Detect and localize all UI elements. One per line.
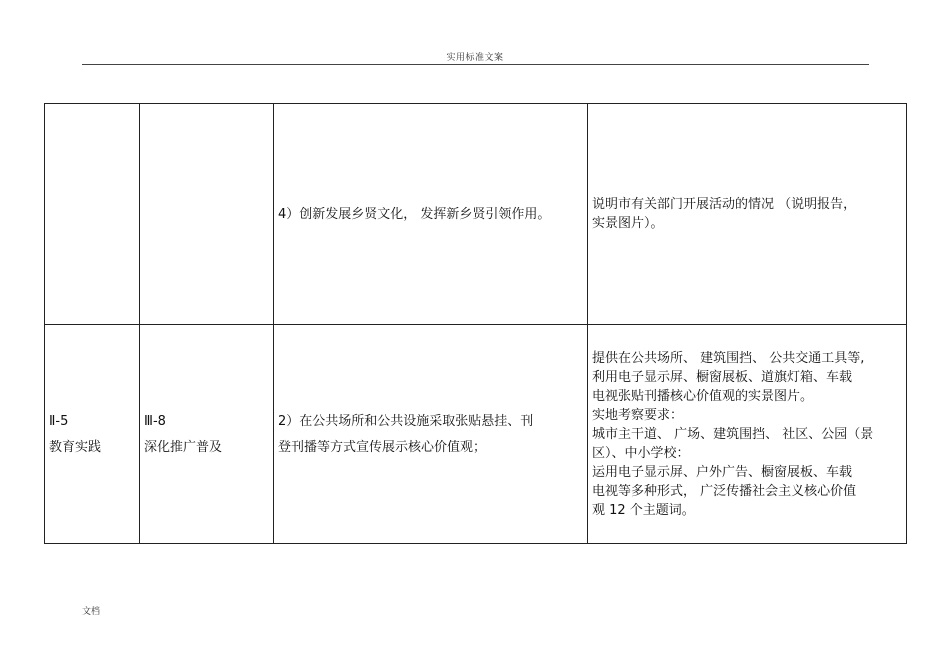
table-cell-evidence [588, 104, 907, 325]
table-cell-subcategory [140, 325, 274, 544]
header-divider [82, 64, 869, 65]
evidence-line: 运用电子显示屏、户外广告、橱窗展板、车载 [592, 464, 853, 480]
evidence-line: 利用电子显示屏、橱窗展板、道旗灯箱、车载 [592, 369, 853, 385]
requirement-line: 2）在公共场所和公共设施采取张贴悬挂、刊 [278, 413, 534, 429]
evidence-line: 实景图片）。 [592, 216, 664, 231]
requirement-line: 登刊播等方式宣传展示核心价值观； [278, 439, 487, 455]
subcategory-label: 深化推广普及 [144, 439, 223, 455]
table-cell-subcategory [140, 104, 274, 325]
evidence-line: 城市主干道、 广场、建筑围挡、 社区、公园（景 [592, 426, 874, 442]
evidence-line: 说明市有关部门开展活动的情况 （说明报告， [592, 197, 857, 212]
evidence-line: 电视等多种形式， 广泛传播社会主义核心价值 [592, 483, 857, 499]
page-footer-label: 文档 [82, 607, 101, 617]
evidence-line: 提供在公共场所、 建筑围挡、 公共交通工具等, [592, 350, 865, 366]
category-label: 教育实践 [49, 439, 102, 455]
evidence-line: 观 12 个主题词。 [592, 502, 695, 518]
table-cell-evidence [588, 325, 907, 544]
subcategory-code: Ⅲ-8 [144, 413, 166, 429]
category-code: Ⅱ-5 [49, 413, 69, 429]
table-cell-requirement: 4）创新发展乡贤文化， 发挥新乡贤引领作用。 [274, 104, 588, 325]
table-row [45, 104, 907, 325]
table-cell-category [45, 104, 140, 325]
table-row [45, 325, 907, 544]
content-table [44, 103, 907, 544]
evidence-line: 区）、中小学校： [592, 445, 690, 461]
evidence-line: 实地考察要求： [592, 407, 684, 423]
table-cell-category [45, 325, 140, 544]
table-cell-requirement [274, 325, 588, 544]
page-header-title: 实用标准文案 [446, 53, 504, 63]
evidence-line: 电视张贴刊播核心价值观的实景图片。 [592, 388, 814, 404]
